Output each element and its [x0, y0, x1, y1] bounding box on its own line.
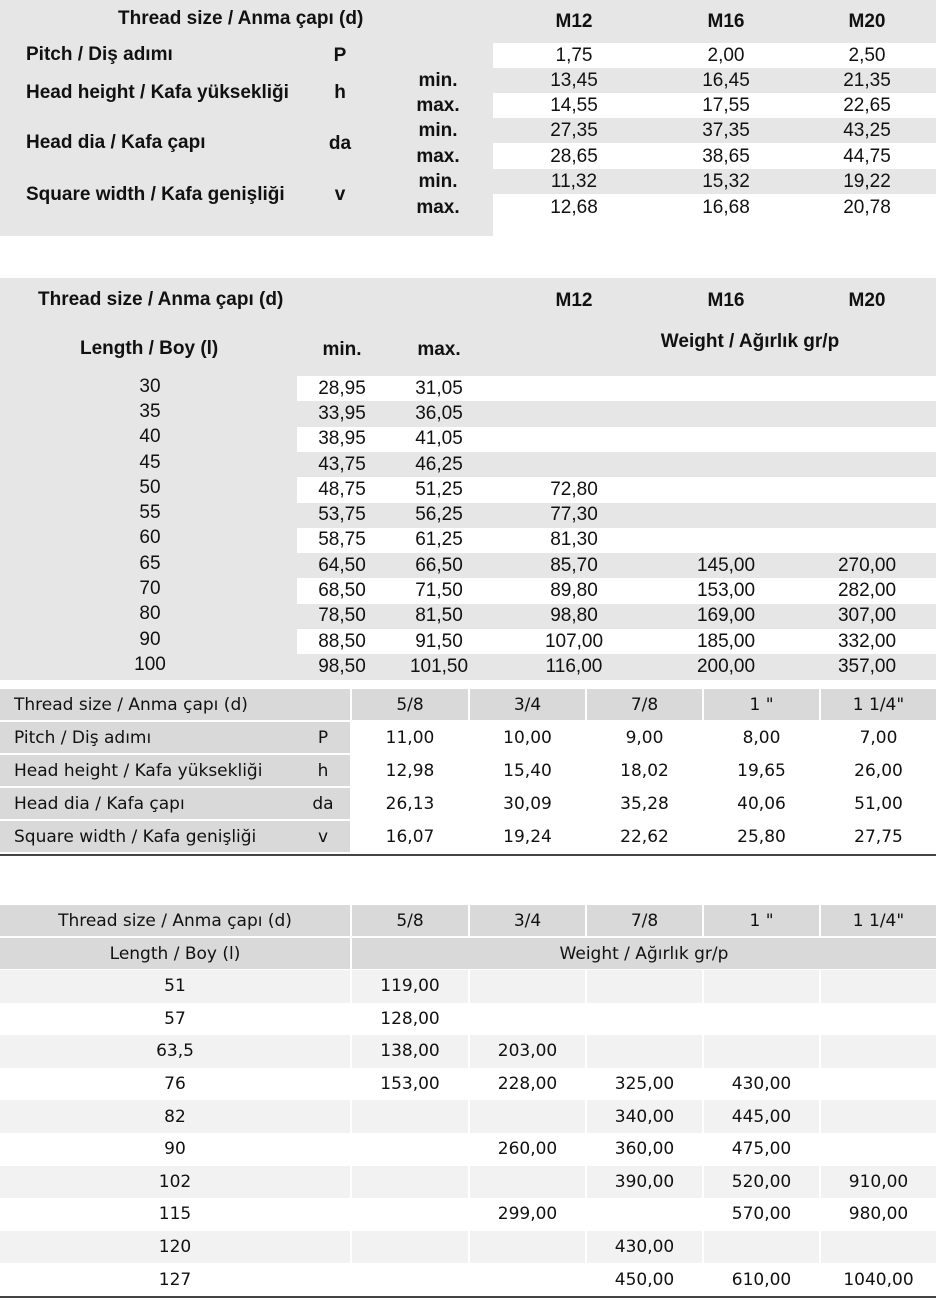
table-1-row-label: Head height / Kafa yüksekliği: [26, 82, 289, 103]
table-2-length-cell: 40: [139, 426, 161, 448]
table-2-length-cell: 30: [139, 375, 161, 397]
table-4-weight-cell: [470, 1231, 585, 1264]
table-1-value: 22,65: [843, 94, 891, 116]
table-3-value: 27,75: [854, 826, 903, 847]
table-1-row-label: Pitch / Diş adımı: [26, 44, 173, 65]
table-1-value: 17,55: [702, 94, 750, 116]
table-1-row-symbol: da: [328, 132, 352, 154]
table-4-weight-cell: [821, 1035, 936, 1068]
table-2-weight-cell: [667, 427, 785, 452]
table-3-value: 22,62: [620, 826, 669, 847]
table-2-length-cell: 80: [139, 603, 161, 625]
table-4-length-cell: 127: [158, 1269, 192, 1290]
table-2-weight-cell: 145,00: [696, 554, 756, 576]
table-1-value: 14,55: [550, 94, 598, 116]
table-2-weight-cell: [667, 528, 785, 553]
table-2-weight-cell: 116,00: [545, 655, 603, 677]
table-2-size-header: M16: [707, 290, 745, 311]
table-4-weight-cell: [352, 1166, 468, 1199]
table-3-row-label: Head height / Kafa yüksekliği: [14, 760, 263, 781]
table-1-min-label: min.: [418, 69, 458, 91]
table-4-weight-cell: 153,00: [380, 1074, 440, 1095]
table-1-size-header: M20: [848, 11, 886, 32]
table-2-weight-cell: [667, 376, 785, 401]
table-4-weight-cell: [470, 1263, 585, 1296]
table-2-length-label: Length / Boy (l): [80, 338, 219, 359]
table-2-min-cell: 78,50: [318, 605, 366, 627]
table-4-weight-cell: 128,00: [380, 1008, 440, 1029]
table-2-weight-cell: 169,00: [696, 605, 756, 627]
table-2-max-cell: 71,50: [415, 580, 463, 602]
table-2-weight-cell: 200,00: [696, 655, 756, 677]
table-2-min-cell: 33,95: [318, 402, 366, 424]
table-1-value: 37,35: [702, 119, 750, 141]
table-4-thread-label: Thread size / Anma çapı (d): [58, 910, 292, 931]
table-2-weight-cell: 81,30: [550, 529, 598, 551]
table-2-weight-cell: [515, 427, 633, 452]
table-2-weight-cell: [667, 452, 785, 477]
table-3-value: 19,24: [503, 826, 552, 847]
table-4-weight-cell: 260,00: [497, 1139, 558, 1160]
table-2-length-cell: 50: [139, 476, 161, 498]
table-2-weight-cell: [667, 401, 785, 426]
table-2-length-cell: 35: [139, 400, 161, 422]
table-2-min-cell: 68,50: [318, 580, 366, 602]
table-4-weight-cell: 299,00: [497, 1204, 558, 1225]
table-2-weight-cell: [808, 427, 926, 452]
table-4-weight-cell: [352, 1231, 468, 1264]
table-2-min-cell: 38,95: [318, 428, 366, 450]
table-1-max-label: max.: [416, 145, 460, 167]
table-3-value: 9,00: [625, 727, 664, 748]
table-2-weight-cell: 307,00: [837, 605, 897, 627]
table-3-value: 18,02: [620, 760, 669, 781]
table-4-weight-cell: 390,00: [614, 1171, 675, 1192]
table-2-min-cell: 58,75: [318, 529, 366, 551]
table-4-weight-cell: [821, 970, 936, 1003]
table-2-length-cell: 100: [134, 653, 166, 675]
table-2-min-cell: 53,75: [318, 504, 366, 526]
table-4-length-cell: 51: [164, 976, 186, 997]
table-2-max-cell: 51,25: [415, 478, 463, 500]
table-4-weight-cell: 610,00: [731, 1269, 792, 1290]
table-3-value: 11,00: [385, 727, 435, 748]
table-1-min-label: min.: [418, 170, 458, 192]
table-3-value: 35,28: [620, 793, 669, 814]
table-4-weight-cell: 445,00: [731, 1106, 792, 1127]
table-3-size-header: 1 1/4": [852, 694, 905, 715]
table-2-weight-cell: [808, 452, 926, 477]
table-3-size-header: 1 ": [749, 694, 774, 715]
table-2-weight-cell: [808, 503, 926, 528]
table-2-weight-cell: 185,00: [696, 630, 756, 652]
table-2-max-cell: 56,25: [415, 504, 463, 526]
table-4-weight-cell: 475,00: [731, 1139, 792, 1160]
table-2-weight-cell: 77,30: [550, 504, 598, 526]
table-2-weight-cell: 332,00: [837, 630, 897, 652]
table-4-weight-cell: [587, 1198, 702, 1231]
table-4-weight-cell: [470, 1100, 585, 1133]
table-1-value: 16,45: [702, 69, 750, 91]
table-3-value: 25,80: [737, 826, 786, 847]
table-4-weight-cell: 520,00: [731, 1171, 792, 1192]
table-1-row-symbol: h: [334, 81, 346, 103]
table-2-max-cell: 101,50: [409, 655, 469, 677]
table-1-value: 21,35: [843, 69, 891, 91]
table-3-size-header: 3/4: [513, 694, 542, 715]
table-4-length-cell: 102: [158, 1171, 192, 1192]
table-2-max-cell: 46,25: [415, 453, 463, 475]
table-4-size-header: 1 1/4": [852, 910, 905, 931]
table-4-weight-cell: [704, 970, 819, 1003]
table-2-weight-cell: [808, 477, 926, 502]
table-4-weight-cell: 360,00: [614, 1139, 675, 1160]
table-4-weight-cell: [352, 1198, 468, 1231]
table-2-weight-cell: 270,00: [837, 554, 897, 576]
table-1-value: 19,22: [843, 170, 891, 192]
table-4-size-header: 5/8: [396, 910, 424, 931]
table-2-weight-cell: [515, 401, 633, 426]
table-1-value: 38,65: [702, 145, 750, 167]
table-1-value: 20,78: [843, 196, 891, 218]
table-3-row-symbol: h: [317, 760, 329, 781]
table-1-value: 2,50: [848, 44, 886, 66]
table-4-weight-cell: 203,00: [497, 1041, 558, 1062]
table-2-max-cell: 66,50: [415, 554, 463, 576]
table-4-weight-cell: 1040,00: [843, 1269, 914, 1290]
table-3-row-symbol: v: [317, 826, 329, 847]
table-1-value: 13,45: [550, 69, 598, 91]
table-3-row-symbol: P: [317, 727, 329, 748]
table-4-weight-cell: [352, 1100, 468, 1133]
table-2-weight-header: Weight / Ağırlık gr/p: [660, 331, 840, 352]
table-3-row-symbol: da: [312, 793, 334, 814]
table-4-weight-cell: [821, 1003, 936, 1036]
table-4-weight-cell: 570,00: [731, 1204, 792, 1225]
table-3-row-label: Pitch / Diş adımı: [14, 727, 152, 748]
table-3-bottom-rule: [0, 854, 936, 856]
table-4-weight-cell: [352, 1133, 468, 1166]
table-4-weight-cell: [470, 970, 585, 1003]
table-4-bottom-rule: [0, 1296, 936, 1298]
table-1-thread-label: Thread size / Anma çapı (d): [118, 8, 364, 29]
table-3-value: 10,00: [503, 727, 552, 748]
table-2-size-header: M20: [848, 290, 886, 311]
table-3-value: 30,09: [503, 793, 552, 814]
table-4-weight-cell: 910,00: [848, 1171, 909, 1192]
table-2-weight-cell: [667, 477, 785, 502]
table-2-max-cell: 41,05: [415, 428, 463, 450]
table-4-length-cell: 82: [164, 1106, 186, 1127]
table-3-value: 26,13: [385, 793, 435, 814]
table-4-weight-cell: 980,00: [848, 1204, 909, 1225]
table-2-weight-cell: 98,80: [550, 605, 598, 627]
table-3-value: 8,00: [742, 727, 781, 748]
table-1-value: 44,75: [843, 145, 891, 167]
table-4-weight-cell: 430,00: [614, 1237, 675, 1258]
table-1-row-label: Square width / Kafa genişliği: [26, 184, 285, 205]
table-4-size-header: 1 ": [749, 910, 774, 931]
table-2-weight-cell: 85,70: [550, 554, 598, 576]
table-1-value: 16,68: [702, 196, 750, 218]
table-4-length-cell: 90: [164, 1139, 186, 1160]
table-2-weight-cell: 89,80: [550, 580, 598, 602]
table-1-max-label: max.: [416, 94, 460, 116]
table-4-weight-cell: [704, 1003, 819, 1036]
table-4-weight-cell: [587, 1035, 702, 1068]
table-4-weight-cell: [352, 1263, 468, 1296]
table-2-max-cell: 91,50: [415, 630, 463, 652]
table-4-size-header: 7/8: [630, 910, 659, 931]
table-1-size-header: M16: [707, 11, 745, 32]
table-2-min-cell: 98,50: [318, 655, 366, 677]
table-4-weight-cell: 119,00: [380, 976, 440, 997]
table-2-weight-cell: [515, 376, 633, 401]
table-3-row-label: Square width / Kafa genişliği: [14, 826, 257, 847]
table-4-length-cell: 57: [164, 1008, 186, 1029]
table-4-weight-cell: [821, 1100, 936, 1133]
table-2-weight-cell: 107,00: [544, 630, 604, 652]
table-3-value: 16,07: [385, 826, 435, 847]
table-2-max-header: max.: [417, 339, 461, 360]
table-2-length-cell: 60: [139, 527, 161, 549]
table-4-size-header: 3/4: [513, 910, 542, 931]
table-2-length-cell: 55: [139, 502, 161, 524]
table-4-weight-cell: [704, 1231, 819, 1264]
table-4-length-cell: 115: [158, 1204, 192, 1225]
table-1-value: 1,75: [555, 44, 593, 66]
table-3-value: 12,98: [385, 760, 435, 781]
table-2-weight-cell: [808, 401, 926, 426]
table-2-weight-cell: 153,00: [696, 580, 756, 602]
table-3-value: 15,40: [503, 760, 552, 781]
table-4-weight-cell: 138,00: [380, 1041, 440, 1062]
table-4-length-cell: 63,5: [156, 1041, 194, 1062]
table-2-max-cell: 31,05: [415, 377, 463, 399]
table-1-value: 27,35: [550, 119, 598, 141]
table-3-size-header: 5/8: [396, 694, 424, 715]
table-1-min-label: min.: [418, 119, 458, 141]
table-3-value: 19,65: [737, 760, 786, 781]
table-2-max-cell: 36,05: [415, 402, 463, 424]
table-2-min-header: min.: [322, 339, 362, 360]
table-4-weight-cell: [587, 1003, 702, 1036]
table-2-min-cell: 64,50: [318, 554, 366, 576]
table-1-size-header: M12: [555, 11, 593, 32]
table-2-weight-cell: [515, 452, 633, 477]
table-4-length-cell: 76: [164, 1074, 186, 1095]
table-3-value: 40,06: [737, 793, 786, 814]
table-1-row-label: Head dia / Kafa çapı: [26, 132, 206, 153]
table-2-length-cell: 90: [139, 628, 161, 650]
table-2-weight-cell: [808, 528, 926, 553]
table-3-value: 7,00: [859, 727, 898, 748]
table-2-weight-cell: [808, 376, 926, 401]
table-4-weight-cell: [821, 1068, 936, 1101]
table-4-weight-label: Weight / Ağırlık gr/p: [559, 943, 729, 964]
table-1-value: 43,25: [843, 119, 891, 141]
table-4-weight-cell: [470, 1166, 585, 1199]
table-2-length-cell: 70: [139, 578, 161, 600]
table-2-size-header: M12: [555, 290, 593, 311]
table-2-min-cell: 88,50: [318, 630, 366, 652]
table-2-min-cell: 48,75: [318, 478, 366, 500]
table-4-weight-cell: 450,00: [614, 1269, 675, 1290]
table-2-weight-cell: [667, 503, 785, 528]
table-2-thread-label: Thread size / Anma çapı (d): [38, 289, 284, 310]
table-4-weight-cell: 228,00: [497, 1074, 558, 1095]
table-1-value: 15,32: [702, 170, 750, 192]
table-1-value: 11,32: [550, 170, 598, 192]
table-1-value: 12,68: [550, 196, 598, 218]
table-2-min-cell: 43,75: [318, 453, 366, 475]
table-1-row-symbol: v: [334, 183, 346, 205]
table-2-length-cell: 65: [139, 552, 161, 574]
table-2-weight-cell: 72,80: [550, 478, 598, 500]
table-4-weight-cell: 430,00: [731, 1074, 792, 1095]
table-4-weight-cell: [704, 1035, 819, 1068]
table-4-weight-cell: [587, 970, 702, 1003]
table-4-weight-cell: 325,00: [614, 1074, 675, 1095]
table-3-size-header: 7/8: [630, 694, 659, 715]
table-1-max-label: max.: [416, 196, 460, 218]
table-2-max-cell: 61,25: [415, 529, 463, 551]
table-4-length-label: Length / Boy (l): [109, 943, 241, 964]
table-4-weight-cell: [821, 1231, 936, 1264]
table-3-thread-label: Thread size / Anma çapı (d): [14, 694, 248, 715]
table-4-weight-cell: [821, 1133, 936, 1166]
table-3-value: 51,00: [854, 793, 903, 814]
table-4-weight-cell: 340,00: [614, 1106, 675, 1127]
table-2-length-cell: 45: [139, 451, 161, 473]
table-3-value: 26,00: [854, 760, 903, 781]
table-4-length-cell: 120: [158, 1237, 192, 1258]
table-2-max-cell: 81,50: [415, 605, 463, 627]
table-4-weight-cell: [470, 1003, 585, 1036]
table-2-weight-cell: 282,00: [837, 580, 897, 602]
table-1-value: 2,00: [707, 44, 745, 66]
table-3-row-label: Head dia / Kafa çapı: [14, 793, 185, 814]
table-1-row-symbol: P: [333, 44, 347, 66]
table-1-value: 28,65: [550, 145, 598, 167]
table-2-weight-cell: 357,00: [837, 655, 897, 677]
table-2-min-cell: 28,95: [318, 377, 366, 399]
